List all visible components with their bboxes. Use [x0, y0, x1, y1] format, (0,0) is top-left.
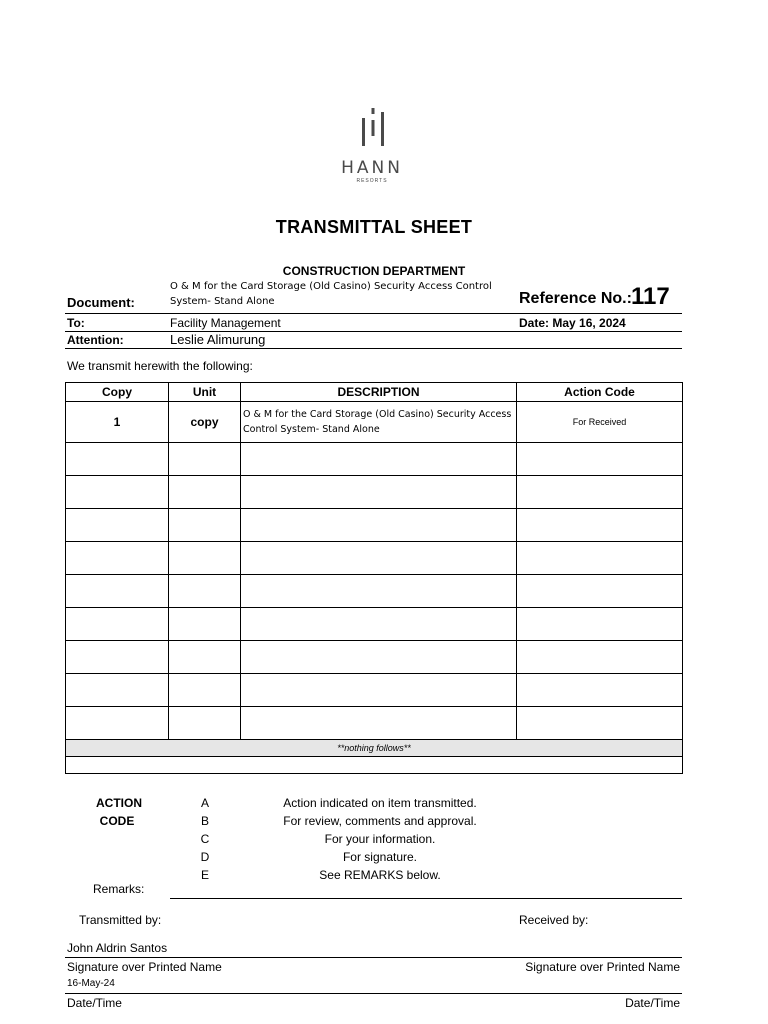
divider	[65, 348, 682, 349]
action-code-letters: A B C D E	[200, 796, 210, 882]
header-description: DESCRIPTION	[241, 383, 517, 402]
cell-unit: copy	[169, 402, 241, 443]
table-row	[66, 707, 683, 740]
date-value: Date: May 16, 2024	[519, 316, 626, 330]
signature-label-right: Signature over Printed Name	[525, 960, 680, 974]
table-row	[66, 443, 683, 476]
logo-sub: RESORTS	[356, 178, 388, 184]
blank-row	[66, 757, 683, 774]
action-code-descriptions: Action indicated on item transmitted. For review, comments and approval. For your information. For signature. See REMARKS below.	[283, 796, 477, 882]
header-unit: Unit	[169, 383, 241, 402]
hann-logo-icon	[360, 108, 386, 150]
remarks-label: Remarks:	[93, 882, 145, 896]
datetime-label-right: Date/Time	[625, 996, 680, 1010]
cell-copy: 1	[66, 402, 169, 443]
nothing-follows-row	[66, 740, 683, 757]
remarks-line	[170, 898, 682, 899]
header-action: Action Code	[517, 383, 683, 402]
table-row	[66, 402, 683, 443]
document-label: Document:	[67, 295, 135, 310]
intro-text: We transmit herewith the following:	[67, 359, 253, 373]
table-header-row	[66, 383, 683, 402]
signature-label-left: Signature over Printed Name	[67, 960, 222, 974]
reference-label: Reference No.:	[519, 290, 632, 307]
attention-label: Attention:	[67, 333, 124, 347]
transmitter-name: John Aldrin Santos	[67, 941, 168, 955]
table-row	[66, 476, 683, 509]
cell-description: O & M for the Card Storage (Old Casino) Security Access Control System- Stand Alone	[241, 402, 517, 443]
document-value: O & M for the Card Storage (Old Casino) Security Access Control System- Stand Alone	[170, 281, 492, 307]
transmit-date: 16-May-24	[67, 978, 115, 989]
table-row	[66, 608, 683, 641]
department: CONSTRUCTION DEPARTMENT	[282, 264, 466, 278]
cell-action: For Received	[517, 402, 683, 443]
items-table	[65, 382, 683, 774]
received-by-label: Received by:	[519, 913, 589, 927]
signature-line	[65, 957, 682, 958]
to-value: Facility Management	[170, 316, 281, 330]
divider	[65, 313, 682, 314]
action-code-label: ACTION CODE	[96, 796, 142, 828]
transmitted-by-label: Transmitted by:	[79, 913, 162, 927]
table-row	[66, 509, 683, 542]
datetime-label-left: Date/Time	[67, 996, 122, 1010]
table-row	[66, 674, 683, 707]
table-row	[66, 542, 683, 575]
divider	[65, 331, 682, 332]
reference-value: 117	[631, 283, 670, 310]
to-label: To:	[67, 316, 85, 330]
header-copy: Copy	[66, 383, 169, 402]
attention-value: Leslie Alimurung	[170, 332, 266, 347]
logo-name: HANN	[341, 158, 403, 178]
nothing-follows: **nothing follows**	[66, 740, 683, 757]
page-title: TRANSMITTAL SHEET	[275, 217, 473, 237]
table-row	[66, 575, 683, 608]
date-line	[65, 993, 682, 994]
table-row	[66, 641, 683, 674]
